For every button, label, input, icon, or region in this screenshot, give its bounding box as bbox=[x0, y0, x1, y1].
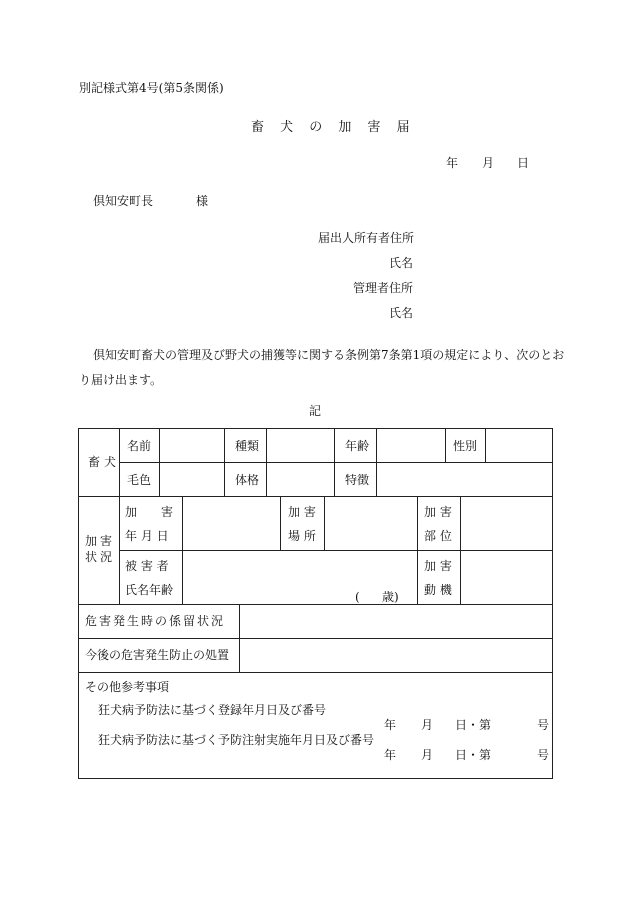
victim-label-2: 氏名年齢 bbox=[125, 583, 174, 597]
document-title: 畜 犬 の 加 害 届 bbox=[251, 120, 416, 135]
damage-part-label-2: 部 位 bbox=[424, 529, 452, 543]
rabies-vaccination-label: 狂犬病予防法に基づく予防注射実施年月日及び番号 bbox=[98, 733, 375, 747]
motive-label-1: 加 害 bbox=[424, 559, 452, 573]
dog-features-label: 特徴 bbox=[345, 473, 370, 487]
addressee: 倶知安町長 bbox=[93, 194, 154, 208]
date-month-label: 月 bbox=[482, 156, 495, 170]
manager-name-label: 氏名 bbox=[389, 306, 414, 320]
dog-name-label: 名前 bbox=[127, 439, 152, 453]
victim-age-open: ( bbox=[355, 590, 360, 604]
dog-age-label: 年齢 bbox=[345, 439, 370, 453]
manager-address-label: 管理者住所 bbox=[353, 281, 414, 295]
damage-section-label-2: 状況 bbox=[85, 550, 116, 564]
registration-day-no: 日・第 bbox=[455, 718, 492, 732]
honorific: 様 bbox=[196, 194, 209, 208]
form-number: 別記様式第4号(第5条関係) bbox=[79, 81, 224, 95]
damage-part-label-1: 加 害 bbox=[424, 505, 452, 519]
damage-section-label-1: 加害 bbox=[85, 534, 116, 548]
damage-date-label-2: 年 月 日 bbox=[125, 529, 169, 543]
dog-build-label: 体格 bbox=[235, 473, 260, 487]
dog-sex-label: 性別 bbox=[453, 439, 478, 453]
registration-number-suffix: 号 bbox=[537, 718, 550, 732]
owner-name-label: 氏名 bbox=[389, 256, 414, 270]
body-text-line-2: り届け出ます。 bbox=[79, 373, 163, 387]
restraint-status-label: 危害発生時の係留状況 bbox=[85, 614, 226, 628]
owner-address-label: 届出人所有者住所 bbox=[318, 231, 415, 245]
vaccination-month: 月 bbox=[421, 748, 434, 762]
vaccination-number-suffix: 号 bbox=[537, 748, 550, 762]
ki-heading: 記 bbox=[309, 404, 322, 418]
dog-color-label: 毛色 bbox=[127, 473, 152, 487]
motive-label-2: 動 機 bbox=[424, 583, 452, 597]
victim-label-1: 被 害 者 bbox=[125, 559, 169, 573]
damage-place-label-1: 加 害 bbox=[288, 505, 316, 519]
registration-month: 月 bbox=[421, 718, 434, 732]
other-reference-label: その他参考事項 bbox=[85, 680, 170, 694]
dog-breed-label: 種類 bbox=[235, 439, 260, 453]
damage-date-label-1: 加 害 bbox=[125, 505, 174, 519]
victim-age-close: 歳) bbox=[382, 590, 399, 604]
vaccination-year: 年 bbox=[384, 748, 397, 762]
dog-section-label: 畜犬 bbox=[88, 455, 121, 469]
damage-place-label-2: 場 所 bbox=[288, 529, 316, 543]
rabies-registration-label: 狂犬病予防法に基づく登録年月日及び番号 bbox=[98, 703, 327, 717]
report-form-table bbox=[78, 428, 553, 779]
vaccination-day-no: 日・第 bbox=[455, 748, 492, 762]
date-year-label: 年 bbox=[446, 156, 459, 170]
date-day-label: 日 bbox=[517, 156, 530, 170]
prevention-measures-label: 今後の危害発生防止の処置 bbox=[85, 648, 230, 662]
registration-year: 年 bbox=[384, 718, 397, 732]
body-text-line-1: 倶知安町畜犬の管理及び野犬の捕獲等に関する条例第7条第1項の規定により、次のとお bbox=[93, 348, 565, 362]
